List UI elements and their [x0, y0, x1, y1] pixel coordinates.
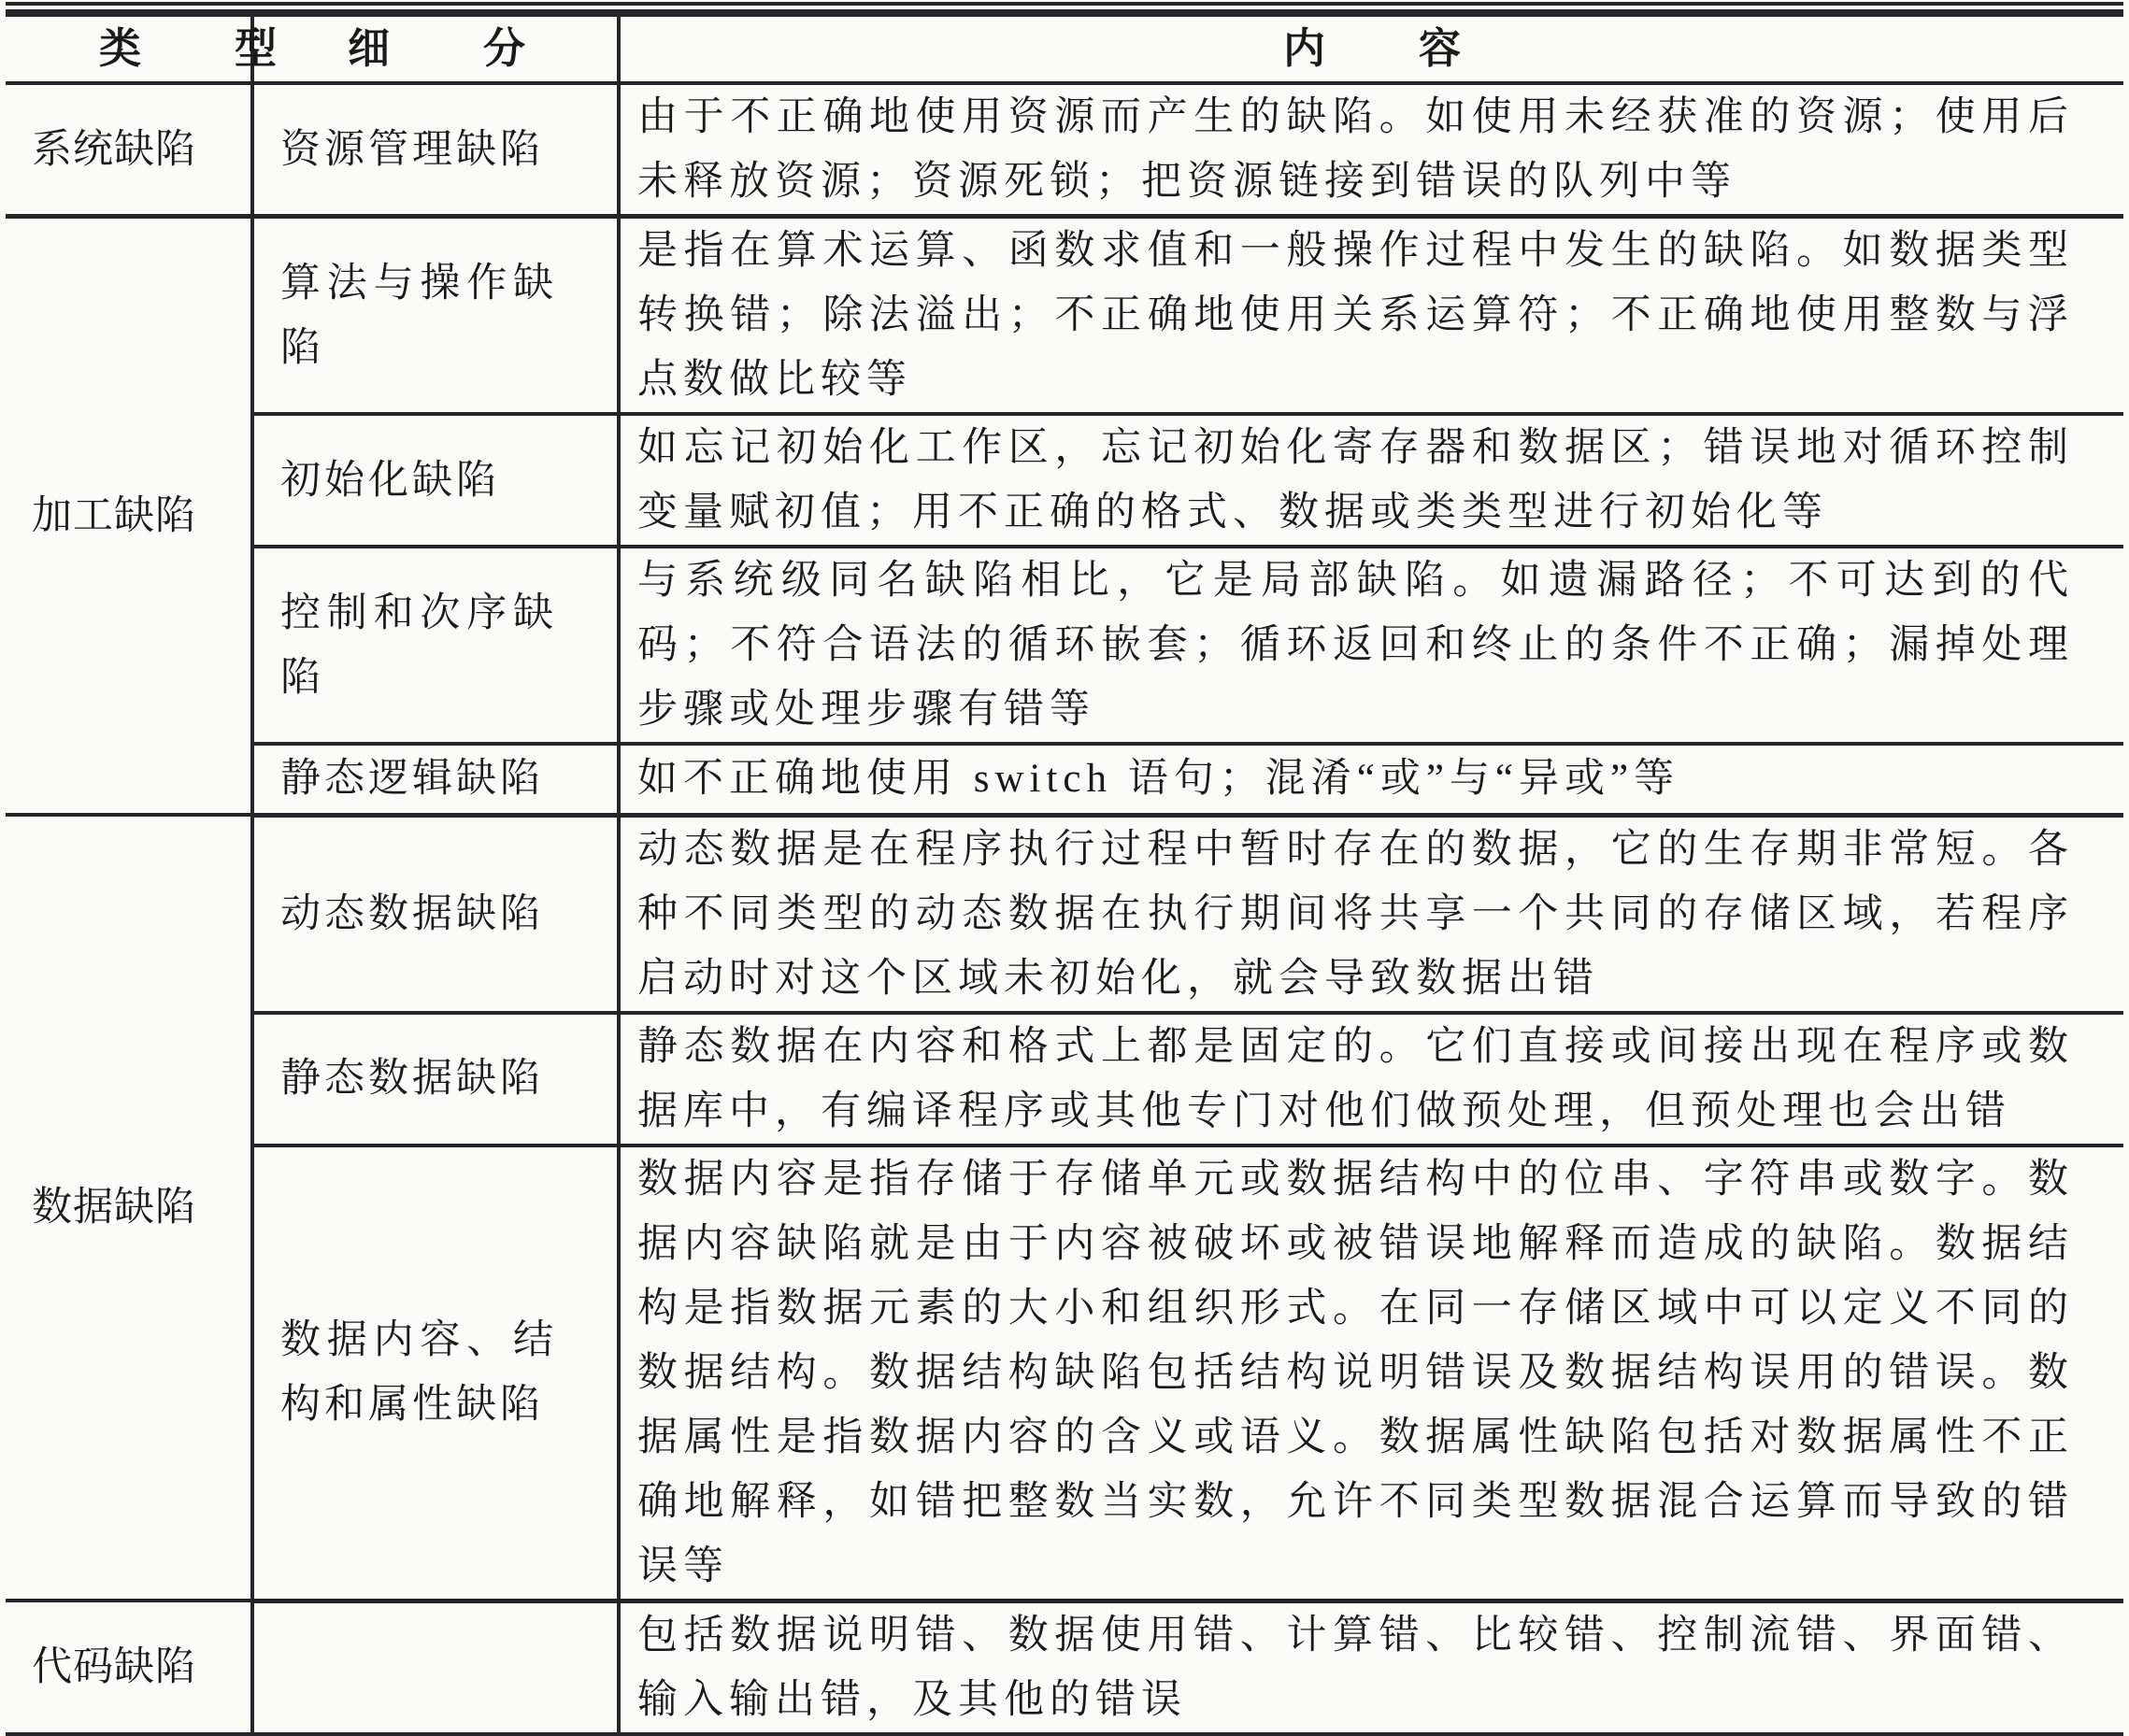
- content-cell-initialization: 如忘记初始化工作区，忘记初始化寄存器和数据区；错误地对循环控制变量赋初值；用不正确的格式、数据或类类型进行初始化等: [619, 414, 2123, 547]
- row-processing-initialization: [6, 414, 2123, 547]
- row-code-defect: [6, 1601, 2123, 1732]
- top-rule-thick: [6, 9, 2123, 17]
- bottom-rule-thick: [6, 1732, 2123, 1736]
- content-cell-content-structure-attribute: 数据内容是指存储于存储单元或数据结构中的位串、字符串或数字。数据内容缺陷就是由于内容被破坏或被错误地解释而造成的缺陷。数据结构是指数据元素的大小和组织形式。在同一存储区域中可以定义不同的数据结构。数据结构缺陷包括结构说明错误及数据结构误用的错误。数据属性是指数据内容的含义或语义。数据属性缺陷包括对数据属性不正确地解释，如错把整数当实数，允许不同类型数据混合运算而导致的错误等: [619, 1145, 2123, 1601]
- content-cell-code-defect: 包括数据说明错、数据使用错、计算错、比较错、控制流错、界面错、输入输出错，及其他的错误: [637, 1613, 2074, 1722]
- content-cell-algorithm-operation: 是指在算术运算、函数求值和一般操作过程中发生的缺陷。如数据类型转换错；除法溢出；不正确地使用关系运算符；不正确地使用整数与浮点数做比较等: [619, 217, 2123, 415]
- subdivision-cell-control-sequence: 控制和次序缺陷: [252, 547, 619, 744]
- content-cell-control-sequence: 与系统级同名缺陷相比，它是局部缺陷。如遗漏路径；不可达到的代码；不符合语法的循环嵌套；循环返回和终止的条件不正确；漏掉处理步骤或处理步骤有错等: [619, 547, 2123, 744]
- type-cell-system-defect: 系统缺陷: [6, 83, 252, 217]
- row-processing-static-logic: [6, 744, 2123, 815]
- header-content: [619, 17, 2123, 83]
- header-row: [6, 17, 2123, 83]
- row-data-content-structure-attribute: [6, 1145, 2123, 1601]
- content-cell-resource-management: 由于不正确地使用资源而产生的缺陷。如使用未经获准的资源；使用后未释放资源；资源死锁；把资源链接到错误的队列中等: [619, 83, 2123, 217]
- subdivision-cell-static-data: 静态数据缺陷: [252, 1013, 619, 1145]
- type-cell-code-defect: 代码缺陷: [6, 1601, 252, 1732]
- subdivision-cell-resource-management: 资源管理缺陷: [252, 83, 619, 217]
- subdivision-cell-algorithm-operation: 算法与操作缺陷: [252, 217, 619, 415]
- type-cell-data-defect: 数据缺陷: [6, 815, 252, 1601]
- subdivision-cell-static-logic: 静态逻辑缺陷: [252, 744, 619, 815]
- type-cell-processing-defect: 加工缺陷: [6, 217, 252, 816]
- subdivision-cell-code-empty: [252, 1601, 619, 1732]
- row-processing-control-sequence: [6, 547, 2123, 744]
- row-data-static: [6, 1013, 2123, 1145]
- row-system-resource: [6, 83, 2123, 217]
- header-subdivision-label: 细分: [348, 25, 620, 72]
- content-cell-static-data: 静态数据在内容和格式上都是固定的。它们直接或间接出现在程序或数据库中，有编译程序或其他专门对他们做预处理，但预处理也会出错: [619, 1013, 2123, 1145]
- content-cell-dynamic-data: 动态数据是在程序执行过程中暂时存在的数据，它的生存期非常短。各种不同类型的动态数据在执行期间将共享一个共同的存储区域，若程序启动时对这个区域未初始化，就会导致数据出错: [619, 815, 2123, 1013]
- subdivision-cell-initialization: 初始化缺陷: [252, 414, 619, 547]
- row-data-dynamic: [6, 815, 2123, 1013]
- subdivision-cell-dynamic-data: 动态数据缺陷: [252, 815, 619, 1013]
- subdivision-cell-content-structure-attribute: 数据内容、结构和属性缺陷: [252, 1145, 619, 1601]
- defect-classification-table: [6, 17, 2123, 1732]
- header-type-label: 类型: [99, 25, 371, 72]
- content-cell-static-logic: 如不正确地使用 switch 语句；混淆“或”与“异或”等: [619, 744, 2123, 815]
- header-type: [6, 17, 371, 83]
- header-content-label: 内容: [1282, 25, 1554, 72]
- row-processing-algorithm: [6, 217, 2123, 415]
